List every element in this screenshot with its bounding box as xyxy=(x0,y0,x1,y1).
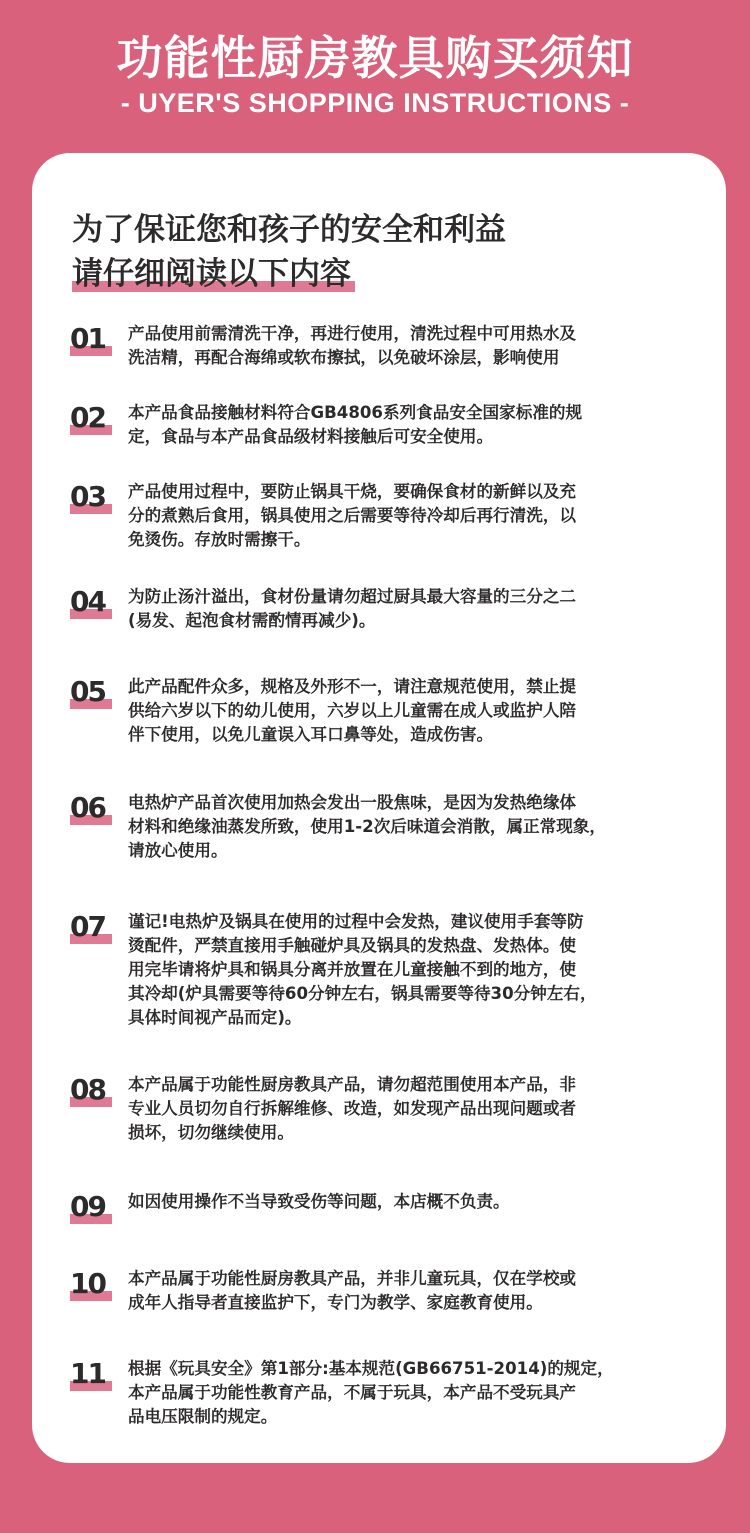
page-title: 功能性厨房教具购买须知 xyxy=(116,31,634,85)
item-text: 此产品配件众多，规格及外形不一，请注意规范使用，禁止提 供给六岁以下的幼儿使用，六岁以上儿童需在成人或监护人陪 伴下使用，以免儿童误入耳口鼻等处，造成伤害。 xyxy=(128,677,577,744)
item-number: 01 xyxy=(70,320,116,360)
intro-line-2: 请仔细阅读以下内容 xyxy=(72,252,351,296)
intro-heading xyxy=(72,208,692,296)
item-text: 根据《玩具安全》第1部分:基本规范(GB66751-2014)的规定， 本产品属于功能性教育产品，不属于玩具，本产品不受玩具产 品电压限制的规定。 xyxy=(128,1359,614,1426)
instructions-card xyxy=(32,153,726,1463)
item-text: 本产品食品接触材料符合GB4806系列食品安全国家标准的规 定，食品与本产品食品级材料接触后可安全使用。 xyxy=(128,403,583,446)
item-text: 产品使用前需清洗干净，再进行使用，清洗过程中可用热水及 洗洁精，再配合海绵或软布擦拭，以免破坏涂层，影响使用 xyxy=(128,324,577,367)
item-text: 本产品属于功能性厨房教具产品，请勿超范围使用本产品，非 专业人员切勿自行拆解维修、改造，如发现产品出现问题或者 损坏，切勿继续使用。 xyxy=(128,1075,577,1142)
item-number: 03 xyxy=(70,478,116,518)
item-number: 10 xyxy=(70,1265,116,1305)
item-number: 04 xyxy=(70,583,116,623)
item-text: 如因使用操作不当导致受伤等问题，本店概不负责。 xyxy=(128,1192,510,1211)
item-text: 产品使用过程中，要防止锅具干烧，要确保食材的新鲜以及充 分的煮熟后食用，锅具使用之后需要等待冷却后再行清洗，以 免烫伤。存放时需擦干。 xyxy=(128,482,577,549)
item-number: 11 xyxy=(70,1355,116,1395)
item-text: 为防止汤汁溢出，食材份量请勿超过厨具最大容量的三分之二 (易发、起泡食材需酌情再减少)。 xyxy=(128,587,577,630)
item-text: 电热炉产品首次使用加热会发出一股焦味，是因为发热绝缘体 材料和绝缘油蒸发所致，使用1-2次后味道会消散，属正常现象， 请放心使用。 xyxy=(128,793,607,860)
item-text: 谨记!电热炉及锅具在使用的过程中会发热，建议使用手套等防 烫配件，严禁直接用手触碰炉具及锅具的发热盘、发热体。使 用完毕请将炉具和锅具分离并放置在儿童接触不到的地方，使 其冷却(炉具需要等待60分钟左右，锅具需要等待30分钟左右， 具体时间视产品而定)。 xyxy=(128,912,597,1027)
item-number: 05 xyxy=(70,673,116,713)
intro-line-1: 为了保证您和孩子的安全和利益 xyxy=(72,212,506,248)
item-number: 06 xyxy=(70,789,116,829)
page-subtitle: - UYER'S SHOPPING INSTRUCTIONS - xyxy=(120,88,630,118)
item-number: 02 xyxy=(70,399,116,439)
item-number: 07 xyxy=(70,908,116,948)
item-number: 08 xyxy=(70,1071,116,1111)
item-number: 09 xyxy=(70,1188,116,1228)
item-text: 本产品属于功能性厨房教具产品，并非儿童玩具，仅在学校或 成年人指导者直接监护下，专门为教学、家庭教育使用。 xyxy=(128,1269,577,1312)
